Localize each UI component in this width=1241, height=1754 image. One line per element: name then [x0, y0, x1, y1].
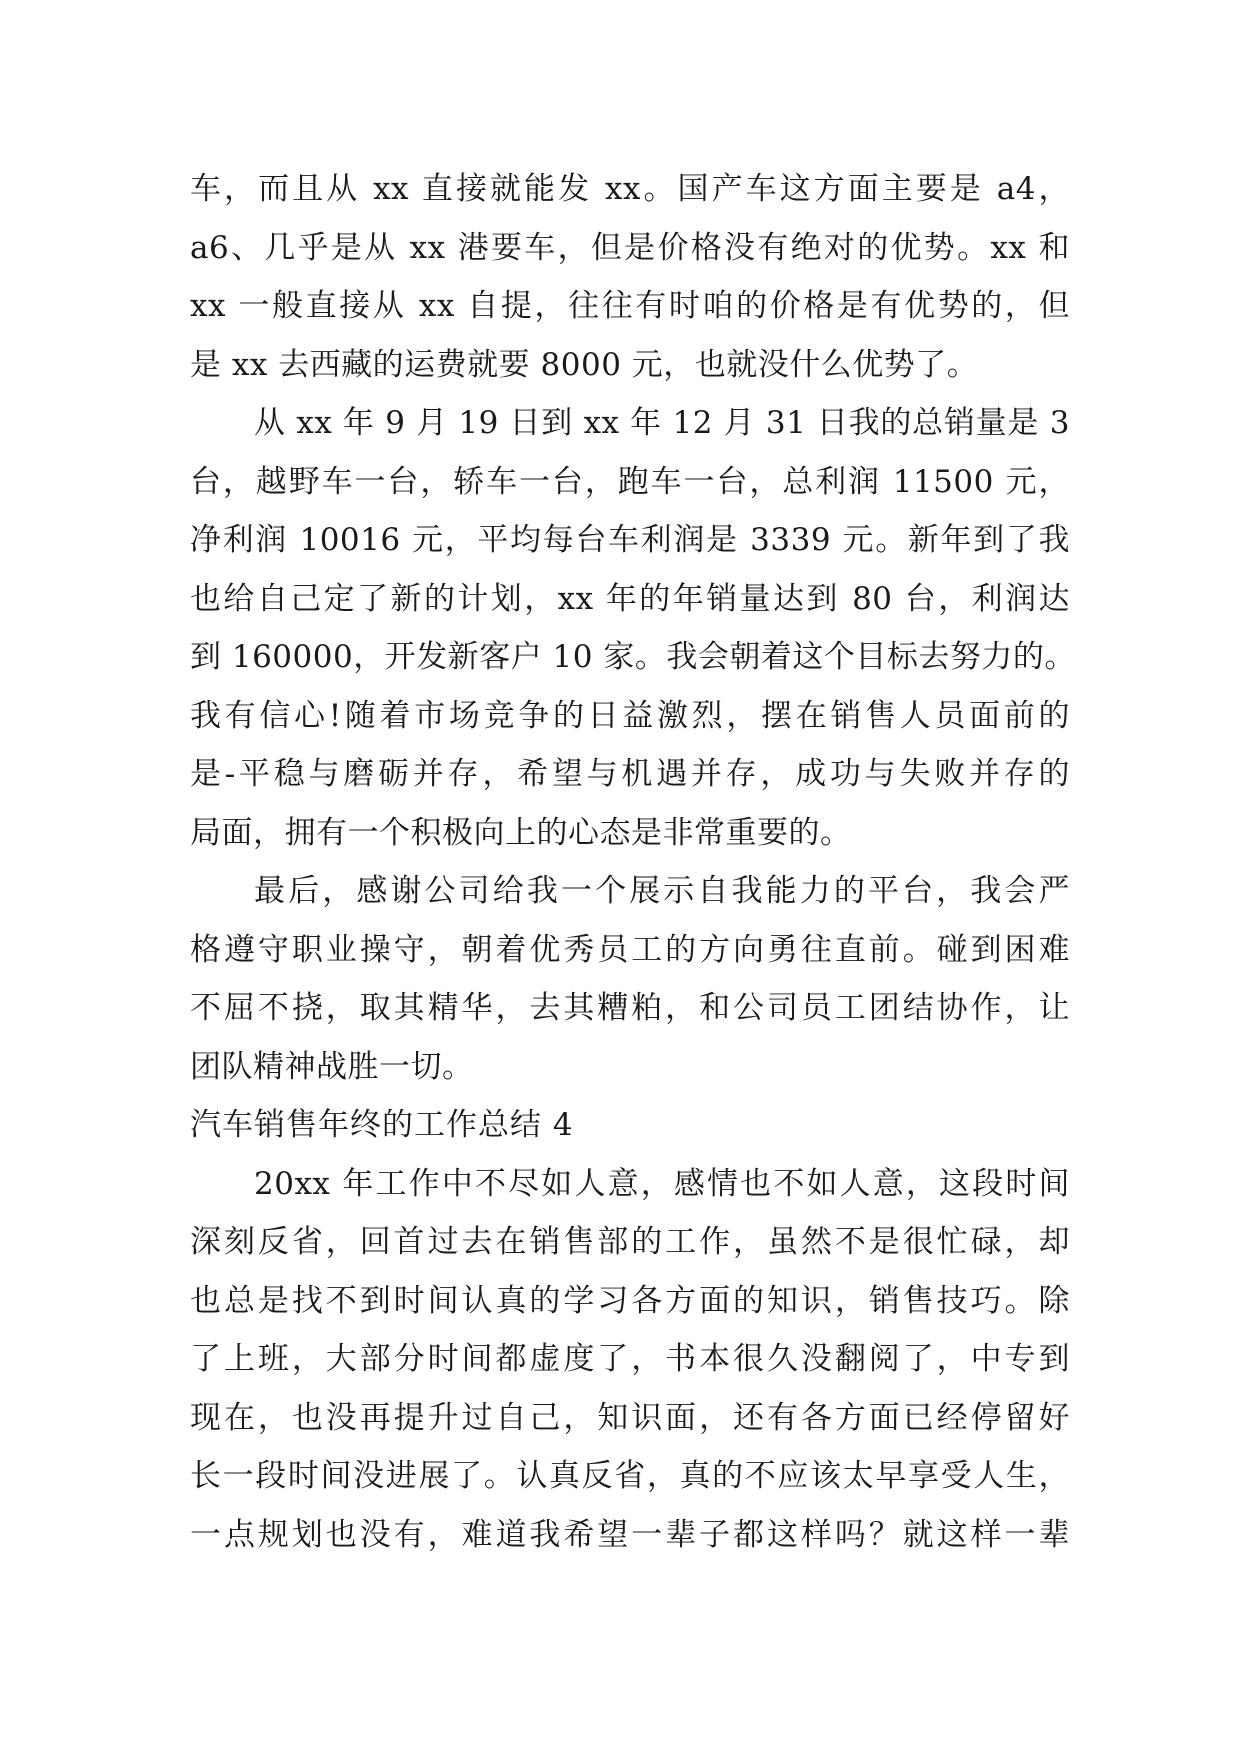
text-line: 也总是找不到时间认真的学习各方面的知识，销售技巧。除 [190, 1282, 1070, 1319]
text-line: 团队精神战胜一切。 [190, 1048, 474, 1085]
text-line: 是-平稳与磨砺并存，希望与机遇并存，成功与失败并存的 [190, 756, 1070, 792]
text-line: xx 一般直接从 xx 自提，往往有时咱的价格是有优势的，但 [190, 288, 1070, 324]
text-line: a6、几乎是从 xx 港要车，但是价格没有绝对的优势。xx 和 [190, 229, 1070, 266]
paragraph-first-line: 20xx 年工作中不尽如人意，感情也不如人意，这段时间 [254, 1165, 1070, 1202]
section-heading: 汽车销售年终的工作总结 4 [190, 1107, 574, 1143]
text-line: 格遵守职业操守，朝着优秀员工的方向勇往直前。碰到困难 [190, 931, 1070, 968]
text-line: 不屈不挠，取其精华，去其糟粕，和公司员工团结协作，让 [190, 990, 1070, 1026]
text-line: 长一段时间没进展了。认真反省，真的不应该太早享受人生， [190, 1458, 1070, 1494]
document-body [190, 160, 1076, 1564]
paragraph-first-line: 从 xx 年 9 月 19 日到 xx 年 12 月 31 日我的总销量是 3 [254, 405, 1070, 441]
text-line: 我有信心!随着市场竞争的日益激烈，摆在销售人员面前的 [190, 697, 1070, 734]
text-line: 是 xx 去西藏的运费就要 8000 元，也就没什么优势了。 [190, 346, 979, 383]
text-line: 深刻反省，回首过去在销售部的工作，虽然不是很忙碌，却 [190, 1224, 1070, 1260]
text-line: 一点规划也没有，难道我希望一辈子都这样吗？就这样一辈 [190, 1516, 1070, 1553]
text-line: 到 160000，开发新客户 10 家。我会朝着这个目标去努力的。 [190, 639, 1076, 675]
text-line: 台，越野车一台，轿车一台，跑车一台，总利润 11500 元， [190, 463, 1070, 500]
text-line: 车，而且从 xx 直接就能发 xx。国产车这方面主要是 a4， [190, 171, 1070, 207]
text-line: 净利润 10016 元，平均每台车利润是 3339 元。新年到了我 [190, 522, 1070, 558]
paragraph-first-line: 最后，感谢公司给我一个展示自我能力的平台，我会严 [254, 873, 1070, 909]
text-line: 现在，也没再提升过自己，知识面，还有各方面已经停留好 [190, 1399, 1070, 1436]
text-line: 也给自己定了新的计划，xx 年的年销量达到 80 台，利润达 [190, 580, 1070, 617]
text-line: 局面，拥有一个积极向上的心态是非常重要的。 [190, 814, 852, 851]
text-line: 了上班，大部分时间都虚度了，书本很久没翻阅了，中专到 [190, 1341, 1070, 1377]
